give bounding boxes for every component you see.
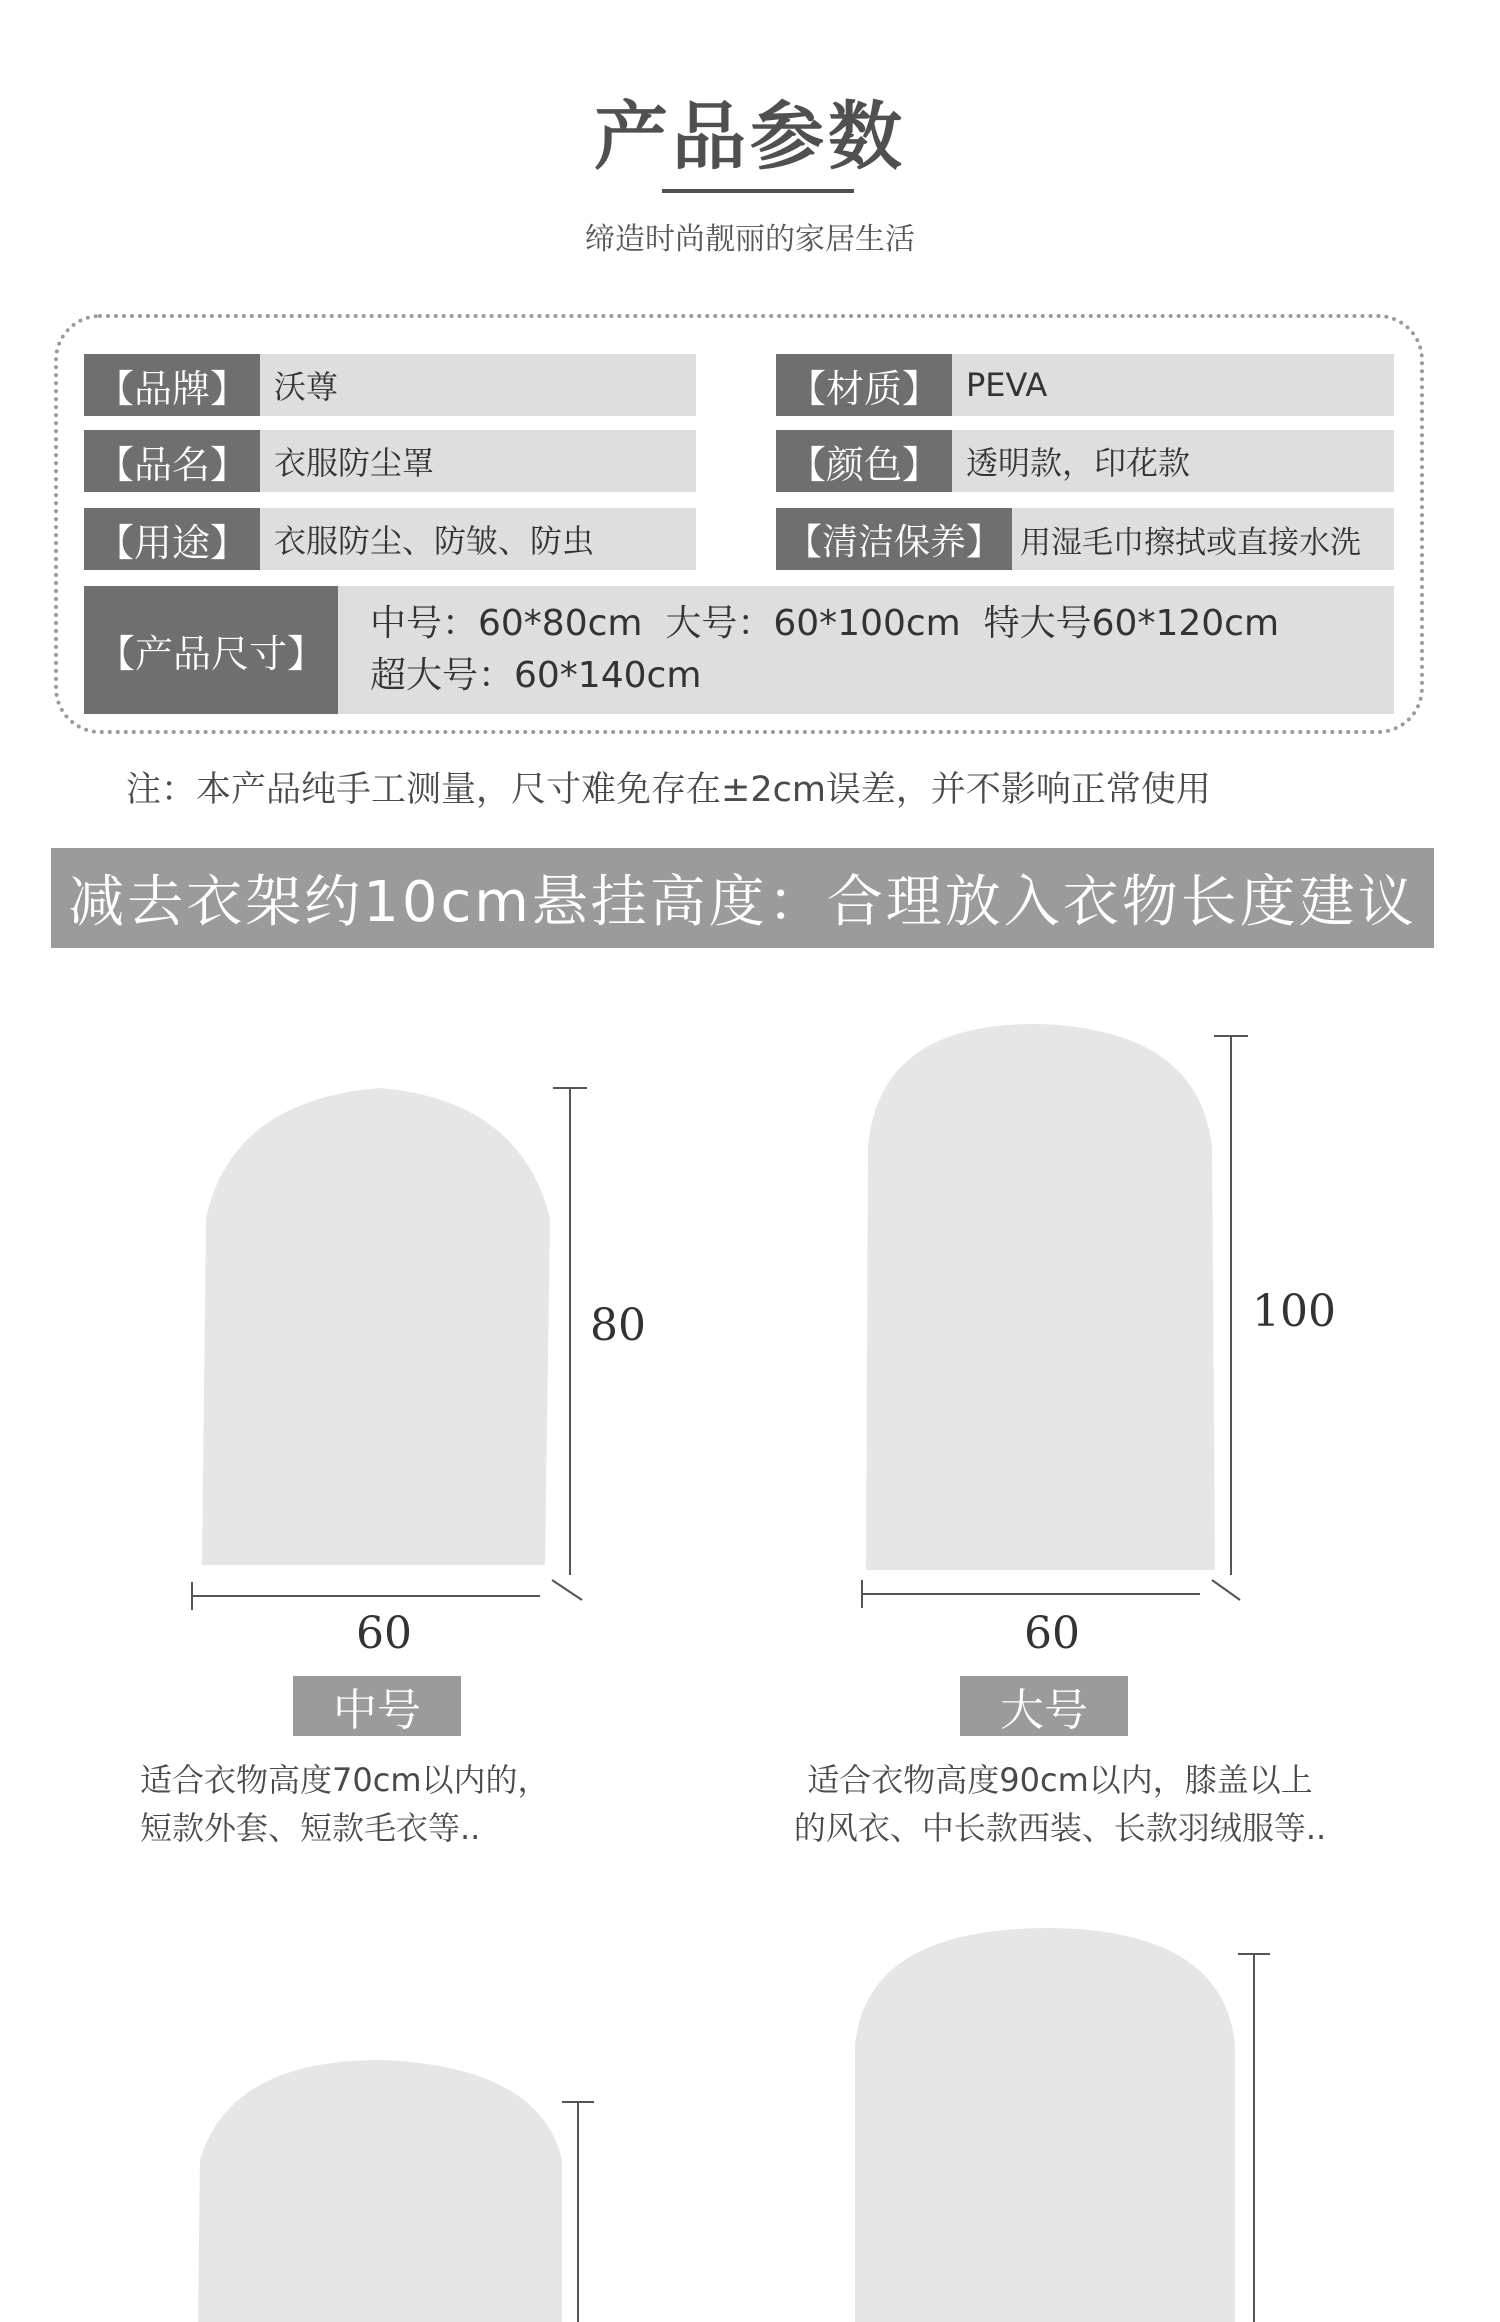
height-label-large: 100: [1252, 1286, 1336, 1337]
cover-extra-large-shape: [198, 2060, 562, 2322]
desc-large: [760, 1756, 1360, 1852]
desc-large-line-1: 适合衣物高度90cm以内，膝盖以上: [807, 1761, 1313, 1799]
cover-medium-shape: [202, 1088, 550, 1565]
cover-super-large-shape: [855, 1928, 1235, 2322]
page-title: 产品参数: [594, 94, 906, 180]
param-val-color: 透明款，印花款: [952, 430, 1394, 492]
param-key-color: 【颜色】: [776, 430, 952, 492]
param-key-care: 【清洁保养】: [776, 508, 1012, 570]
param-val-use: 衣服防尘、防皱、防虫: [260, 508, 696, 570]
param-val-care: 用湿毛巾擦拭或直接水洗: [1012, 508, 1394, 570]
size-badge-medium: 中号: [293, 1676, 461, 1736]
param-key-brand: 【品牌】: [84, 354, 260, 416]
param-key-use: 【用途】: [84, 508, 260, 570]
height-label-medium: 80: [590, 1300, 646, 1351]
param-val-brand: 沃尊: [260, 354, 696, 416]
desc-medium: [140, 1756, 620, 1852]
width-dimension-medium: [192, 1582, 540, 1610]
size-line-2: 超大号：60*140cm: [370, 655, 702, 696]
param-key-size: 【产品尺寸】: [84, 586, 338, 714]
measurement-note: 注：本产品纯手工测量，尺寸难免存在±2cm误差，并不影响正常使用: [126, 770, 1211, 810]
param-val-name: 衣服防尘罩: [260, 430, 696, 492]
page-subtitle: 缔造时尚靓丽的家居生活: [585, 222, 915, 257]
cover-large-shape: [866, 1024, 1215, 1570]
size-line-1: 中号：60*80cm 大号：60*100cm 特大号60*120cm: [370, 603, 1280, 644]
desc-medium-line-2: 短款外套、短款毛衣等..: [140, 1809, 481, 1847]
size-badge-large: 大号: [960, 1676, 1128, 1736]
desc-large-line-2: 的风衣、中长款西装、长款羽绒服等..: [793, 1809, 1327, 1847]
desc-medium-line-1: 适合衣物高度70cm以内的，: [140, 1761, 550, 1799]
param-key-material: 【材质】: [776, 354, 952, 416]
width-dimension-large: [862, 1580, 1200, 1608]
param-key-name: 【品名】: [84, 430, 260, 492]
height-dimension-medium: [552, 1088, 587, 1600]
width-label-medium: 60: [356, 1608, 412, 1659]
size-banner: 减去衣架约10cm悬挂高度：合理放入衣物长度建议: [51, 848, 1434, 948]
param-val-material: PEVA: [952, 354, 1394, 416]
height-dimension-extra-large: [562, 2102, 594, 2322]
height-dimension-large: [1212, 1036, 1248, 1600]
height-dimension-super-large: [1238, 1954, 1270, 2322]
width-label-large: 60: [1024, 1608, 1080, 1659]
